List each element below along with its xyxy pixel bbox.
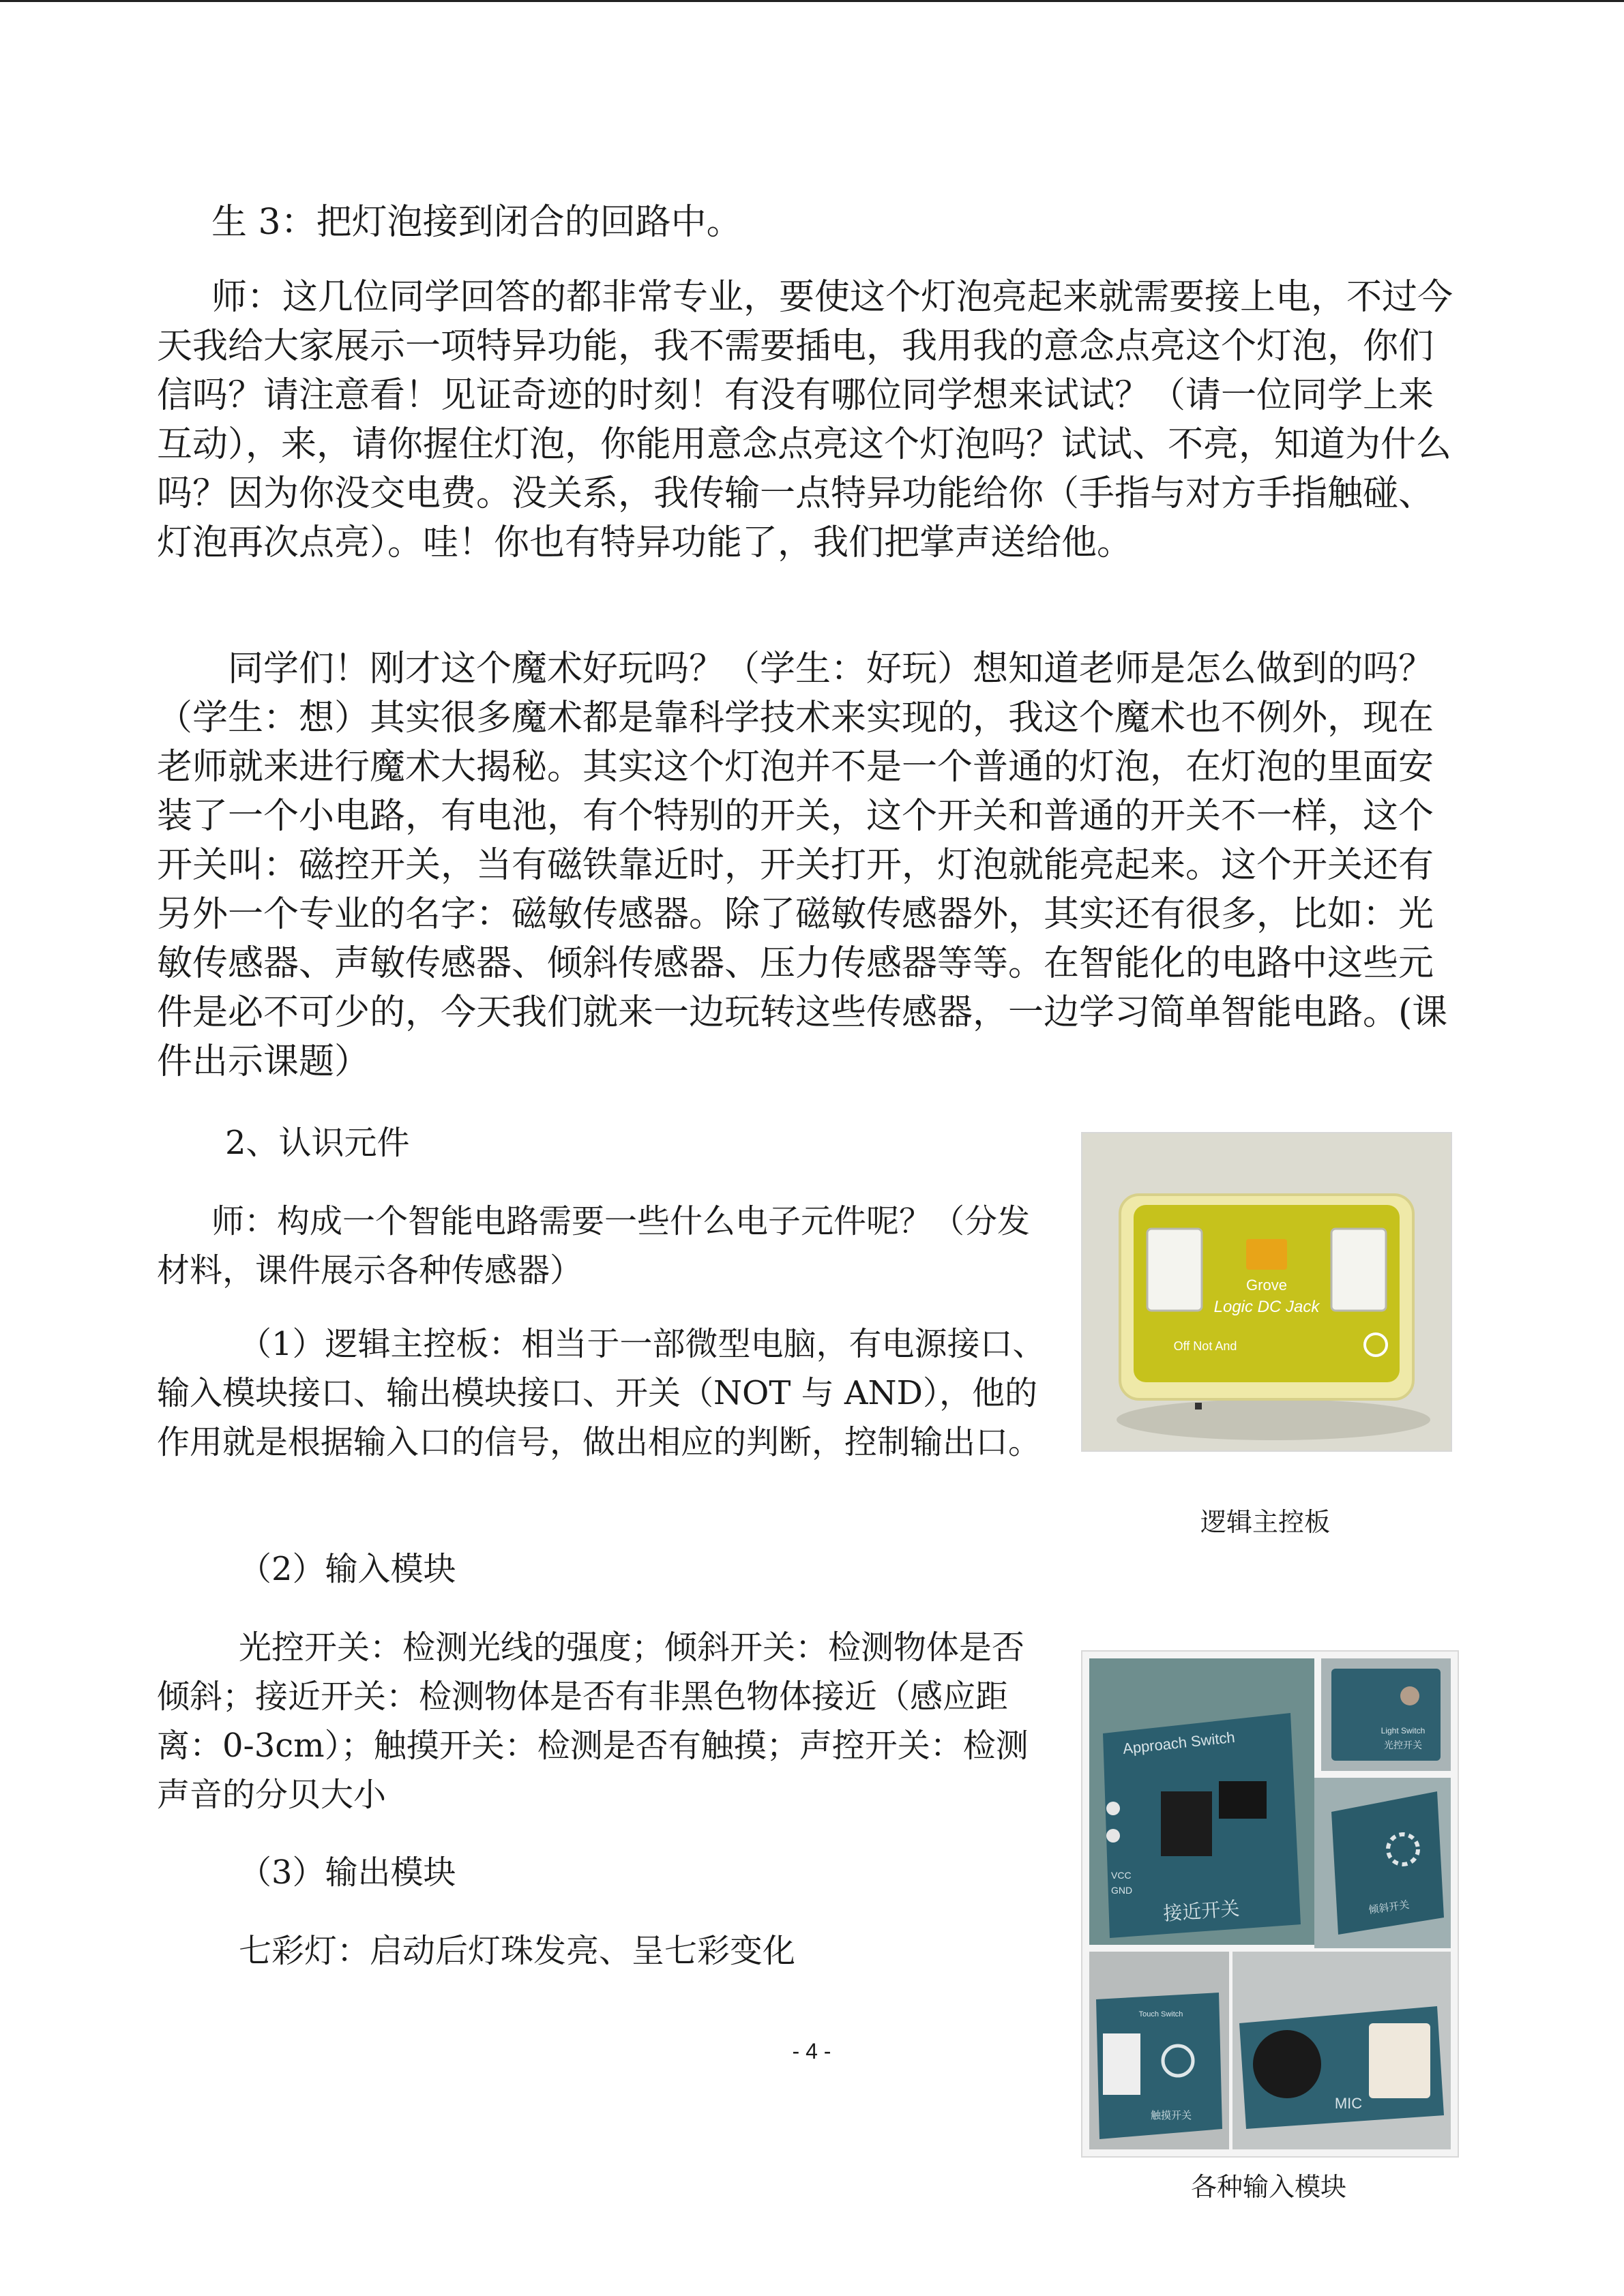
- logic-board-illustration: [1082, 1133, 1451, 1450]
- light-switch-cn-label: 光控开关: [1384, 1740, 1422, 1751]
- paragraph-teacher-magic: 师：这几位同学回答的都非常专业，要使这个灯泡亮起来就需要接上电，不过今天我给大家展示一项特异功能，我不需要插电，我用我的意念点亮这个灯泡，你们信吗？请注意看！见证奇迹的时刻！有没有哪位同学想来试试？（请一位同学上来互动），来，请你握住灯泡，你能用意念点亮这个灯泡吗？试试、不亮，知道为什么吗？因为你没交电费。没关系，我传输一点特异功能给你（手指与对方手指触碰、灯泡再次点亮）。哇！你也有特异功能了，我们把掌声送给他。: [157, 277, 1453, 563]
- heading-input-modules: （2）输入模块: [239, 1550, 456, 1588]
- approach-switch-label: Approach Switch: [1121, 1728, 1236, 1757]
- page-number: - 4 -: [792, 2039, 831, 2063]
- paragraph-magic-reveal: 同学们！刚才这个魔术好玩吗？（学生：好玩）想知道老师是怎么做到的吗？（学生：想）其实很多魔术都是靠科学技术来实现的，我这个魔术也不例外，现在老师就来进行魔术大揭秘。其实这个灯泡并不是一个普通的灯泡，在灯泡的里面安装了一个小电路，有电池，有个特别的开关，这个开关和普通的开关不一样，这个开关叫：磁控开关，当有磁铁靠近时，开关打开，灯泡就能亮起来。这个开关还有另外一个专业的名字：磁敏传感器。除了磁敏传感器外，其实还有很多，比如：光敏传感器、声敏传感器、倾斜传感器、压力传感器等等。在智能化的电路中这些元件是必不可少的，今天我们就来一边玩转这些传感器，一边学习简单智能电路。(课件出示课题）: [157, 648, 1448, 1082]
- paragraph-output-modules: 七彩灯：启动后灯珠发亮、呈七彩变化: [239, 1932, 796, 1970]
- paragraph-teacher-question: 师：构成一个智能电路需要一些什么电子元件呢？（分发材料，课件展示各种传感器）: [157, 1202, 1031, 1289]
- touch-switch-cn-label: 触摸开关: [1150, 2109, 1192, 2121]
- paragraph-logic-board: （1）逻辑主控板：相当于一部微型电脑，有电源接口、输入模块接口、输出模块接口、开关（NOT 与 AND），他的作用就是根据输入口的信号，做出相应的判断，控制输出口。: [157, 1325, 1046, 1461]
- light-switch-label: Light Switch: [1381, 1726, 1426, 1735]
- paragraph-student-answer: 生 3：把灯泡接到闭合的回路中。: [211, 202, 742, 243]
- mic-label: MIC: [1334, 2095, 1363, 2112]
- board-label-grove: Grove: [1246, 1277, 1287, 1294]
- approach-switch-cn-label: 接近开关: [1162, 1897, 1241, 1925]
- input-modules-photo: [1081, 1650, 1459, 2158]
- paragraph-input-modules: 光控开关：检测光线的强度；倾斜开关：检测物体是否倾斜；接近开关：检测物体是否有非黑色物体接近（感应距离：0-3cm）；触摸开关：检测是否有触摸；声控开关：检测声音的分贝大小: [157, 1628, 1029, 1814]
- board-label-main: Logic DC Jack: [1213, 1298, 1320, 1316]
- section-heading-components: 2、认识元件: [225, 1124, 410, 1162]
- logic-board-caption: 逻辑主控板: [1200, 1507, 1330, 1537]
- tilt-switch-cn-label: 倾斜开关: [1368, 1898, 1411, 1917]
- input-modules-caption: 各种输入模块: [1190, 2172, 1346, 2202]
- logic-board-photo: [1081, 1132, 1452, 1452]
- approach-gnd-label: GND: [1111, 1885, 1133, 1896]
- touch-switch-label: Touch Switch: [1138, 2010, 1183, 2018]
- top-border: [0, 0, 1624, 2]
- input-modules-illustration: [1082, 1652, 1458, 2156]
- board-label-switch: Off Not And: [1173, 1339, 1237, 1353]
- approach-vcc-label: VCC: [1111, 1870, 1132, 1881]
- heading-output-modules: （3）输出模块: [239, 1853, 456, 1892]
